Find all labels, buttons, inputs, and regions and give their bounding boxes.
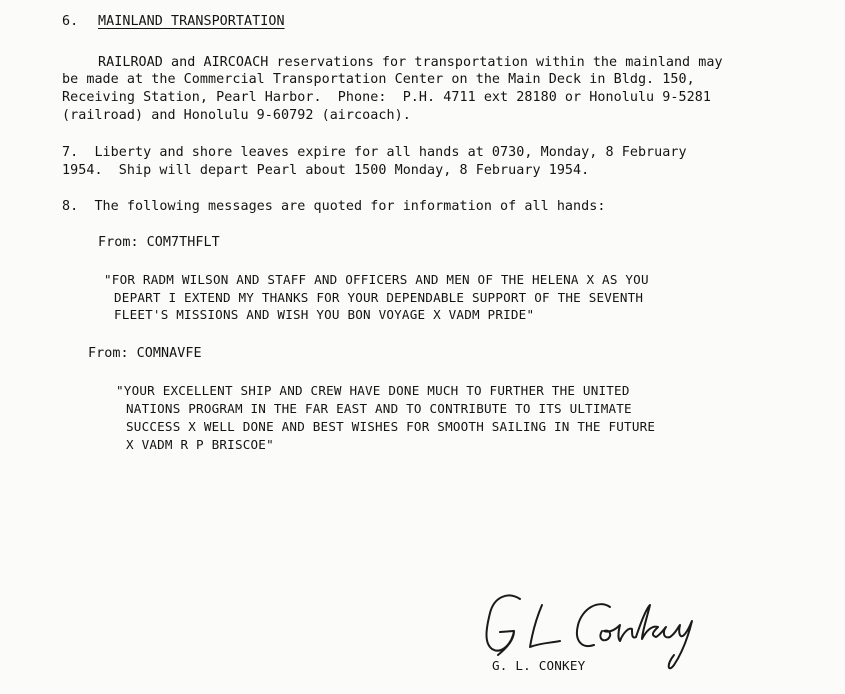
section-6-line: RAILROAD and AIRCOACH reservations for transportation within the mainland may — [98, 55, 723, 70]
message-1-line: FLEET'S MISSIONS AND WISH YOU BON VOYAGE X VADM PRIDE" — [114, 307, 535, 322]
message-2-line: NATIONS PROGRAM IN THE FAR EAST AND TO CONTRIBUTE TO ITS ULTIMATE — [126, 401, 632, 416]
message-1-line: DEPART I EXTEND MY THANKS FOR YOUR DEPENDABLE SUPPORT OF THE SEVENTH — [114, 290, 644, 305]
section-6-heading: MAINLAND TRANSPORTATION — [98, 14, 285, 29]
section-6-line: be made at the Commercial Transportation Center on the Main Deck in Bldg. 150, — [62, 72, 695, 87]
section-7-line: 7. Liberty and shore leaves expire for all hands at 0730, Monday, 8 February — [62, 145, 687, 160]
message-2-from: From: COMNAVFE — [88, 346, 202, 361]
message-1-from: From: COM7THFLT — [98, 235, 220, 250]
message-2-line: X VADM R P BRISCOE" — [126, 437, 274, 452]
message-2-line: SUCCESS X WELL DONE AND BEST WISHES FOR SMOOTH SAILING IN THE FUTURE — [126, 419, 656, 434]
section-6-line: Receiving Station, Pearl Harbor. Phone: P.H. 4711 ext 28180 or Honolulu 9-5281 — [62, 90, 711, 105]
signatory-name: G. L. CONKEY — [492, 658, 586, 673]
section-6-line: (railroad) and Honolulu 9-60792 (aircoach). — [62, 108, 411, 123]
section-8-intro: 8. The following messages are quoted for information of all hands: — [62, 199, 606, 214]
message-1-line: "FOR RADM WILSON AND STAFF AND OFFICERS AND MEN OF THE HELENA X AS YOU — [104, 272, 649, 287]
section-7-line: 1954. Ship will depart Pearl about 1500 Monday, 8 February 1954. — [62, 163, 590, 178]
section-6-number: 6. — [62, 14, 79, 29]
message-2-line: "YOUR EXCELLENT SHIP AND CREW HAVE DONE MUCH TO FURTHER THE UNITED — [116, 383, 630, 398]
